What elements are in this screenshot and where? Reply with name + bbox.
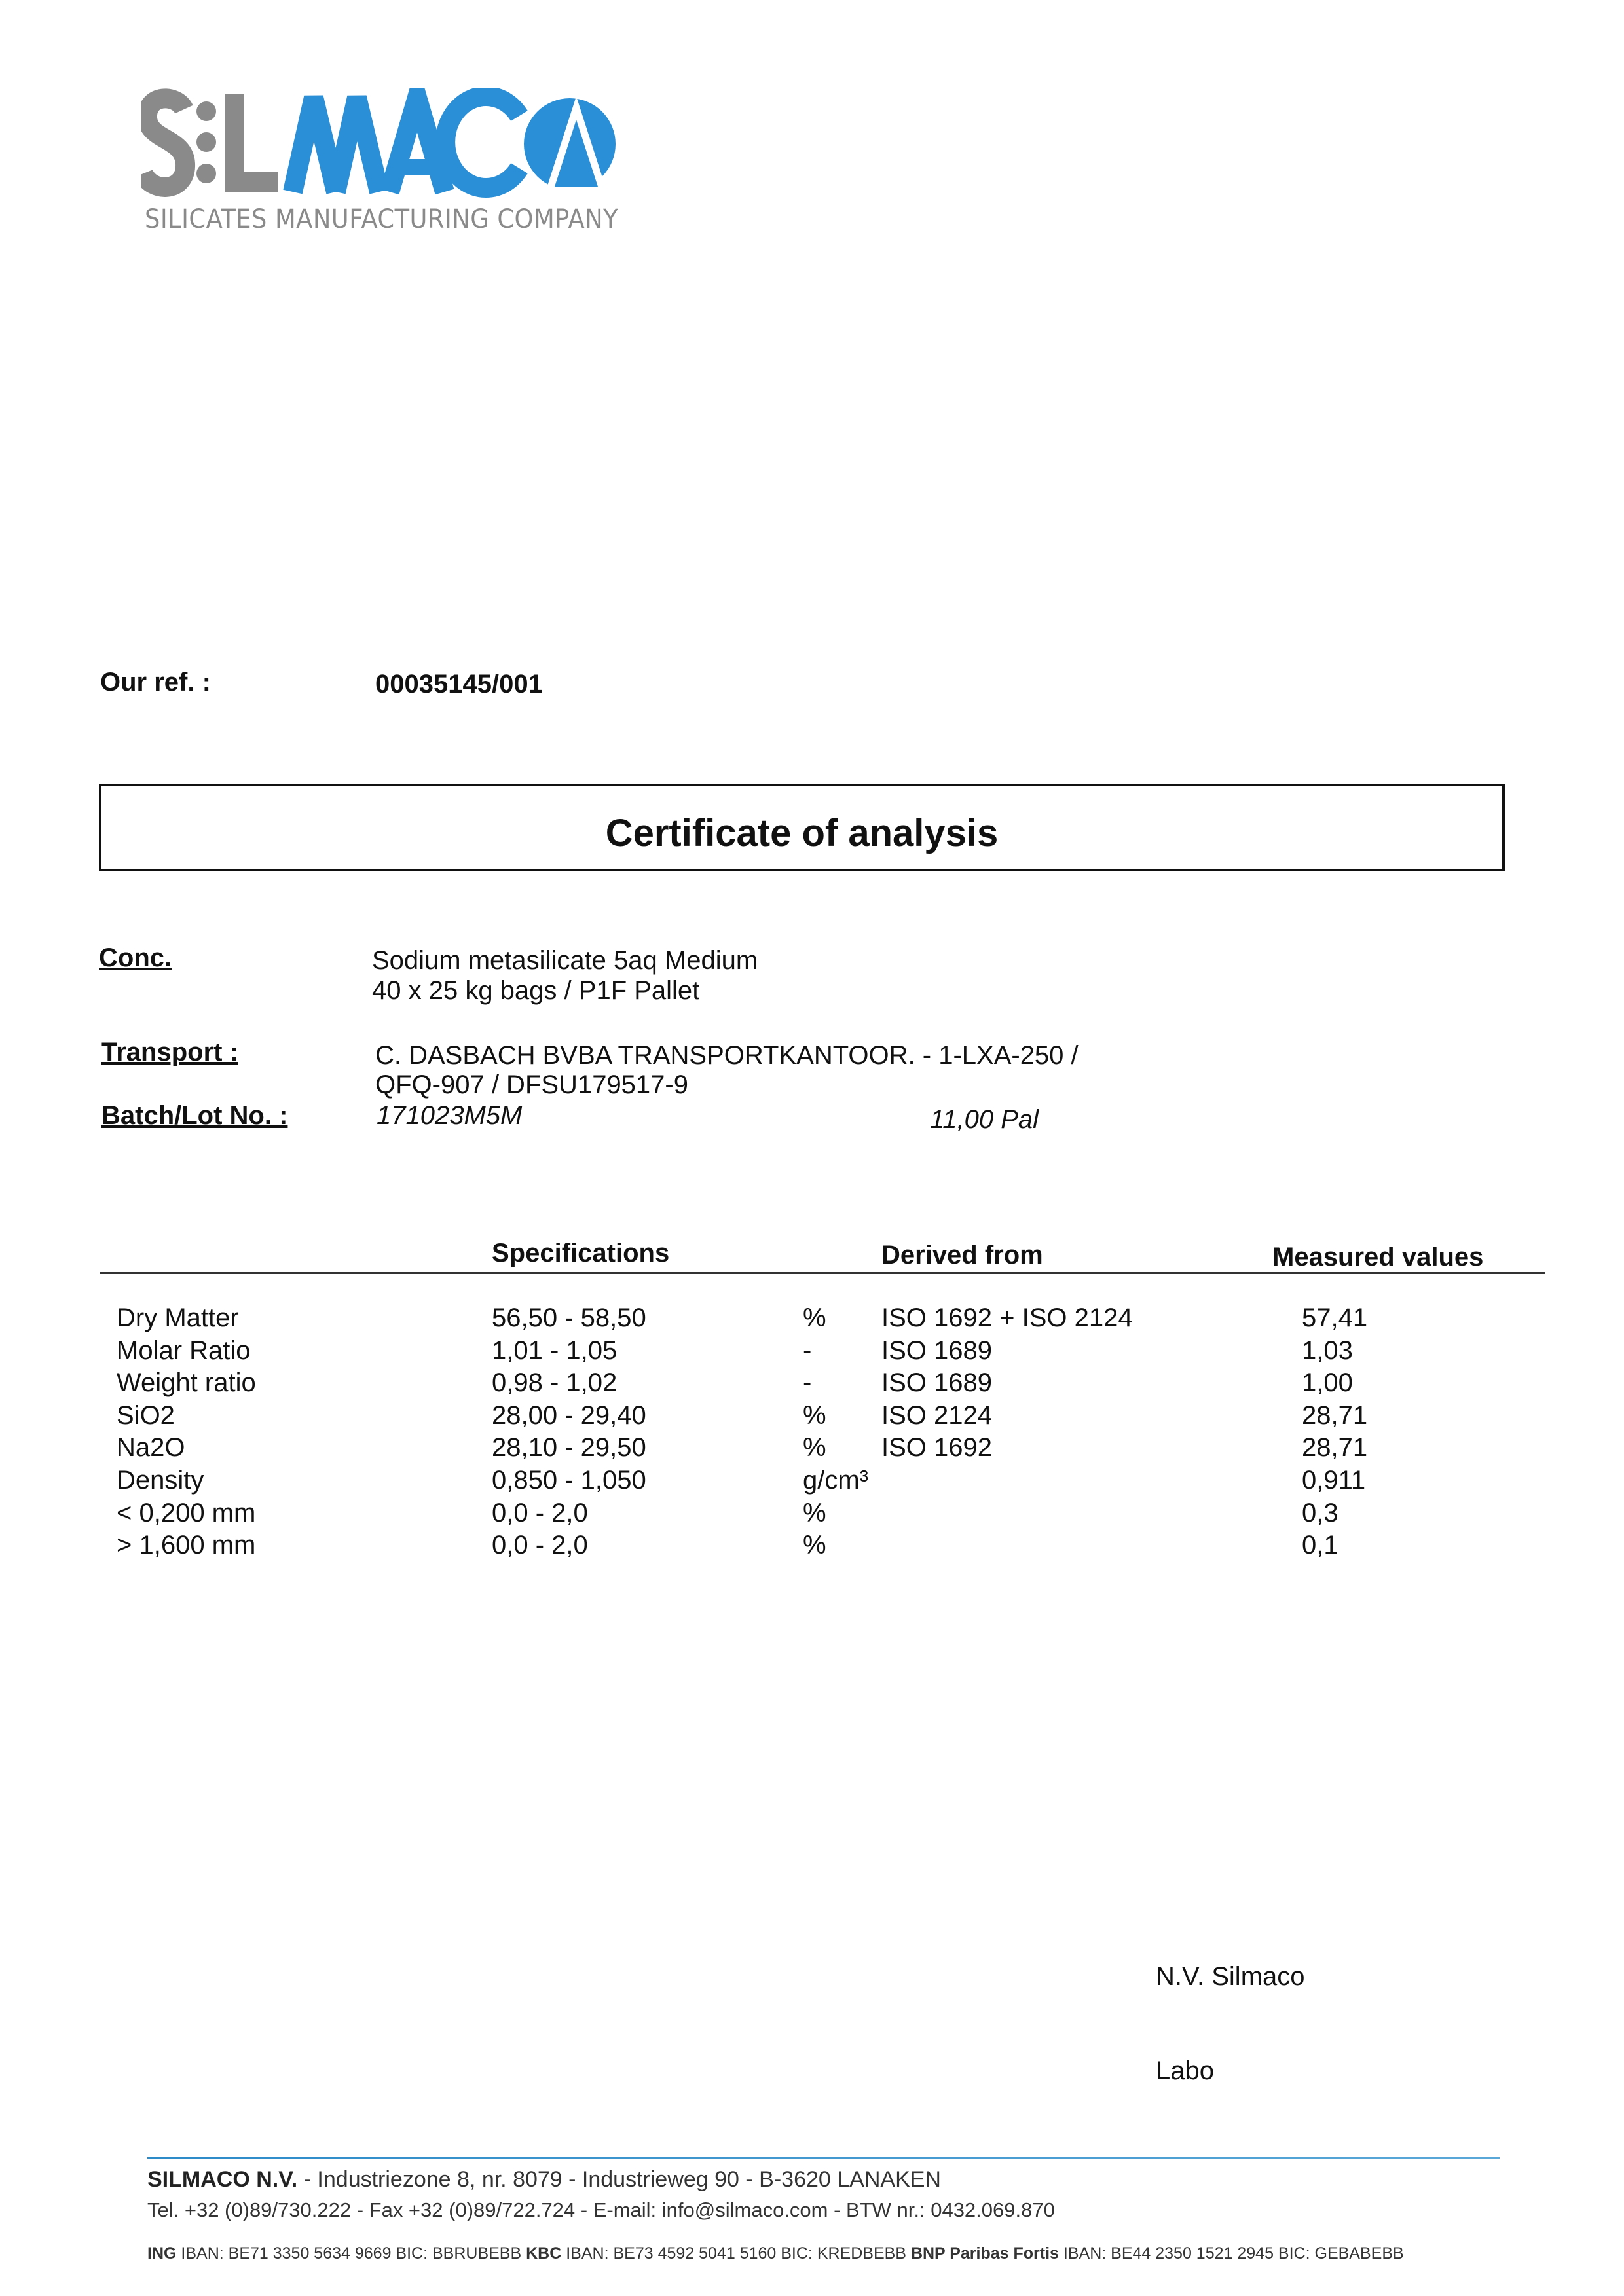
product-packaging: 40 x 25 kg bags / P1F Pallet — [372, 976, 700, 1005]
row-name: Density — [117, 1466, 204, 1495]
row-derived-from: ISO 2124 — [881, 1400, 993, 1430]
row-measured-value: 57,41 — [1302, 1303, 1368, 1332]
table-row — [0, 1305, 1624, 1338]
footer-contact: Tel. +32 (0)89/730.222 - Fax +32 (0)89/722.724 - E-mail: info@silmaco.com - BTW nr.: 0432.069.870 — [147, 2198, 1055, 2221]
row-spec: 0,98 - 1,02 — [492, 1368, 618, 1398]
row-spec: 28,10 - 29,50 — [492, 1433, 646, 1463]
row-derived-from: ISO 1692 — [881, 1433, 993, 1463]
row-measured-value: 1,00 — [1302, 1368, 1353, 1398]
row-unit: g/cm³ — [803, 1466, 868, 1495]
row-measured-value: 1,03 — [1302, 1336, 1353, 1365]
signature-department: Labo — [1156, 2056, 1214, 2085]
row-spec: 56,50 - 58,50 — [492, 1303, 646, 1332]
row-spec: 1,01 - 1,05 — [492, 1336, 618, 1365]
row-unit: % — [803, 1498, 826, 1527]
footer-address-line — [147, 2168, 941, 2191]
bank-details: IBAN: BE71 3350 5634 9669 BIC: BBRUBEBB — [176, 2244, 526, 2263]
batch-quantity: 11,00 Pal — [930, 1105, 1039, 1134]
row-name: < 0,200 mm — [117, 1498, 256, 1527]
table-row — [0, 1338, 1624, 1370]
product-name: Sodium metasilicate 5aq Medium — [372, 946, 758, 975]
table-row — [0, 1434, 1624, 1467]
bank-name: KBC — [526, 2244, 562, 2263]
row-derived-from: ISO 1689 — [881, 1368, 993, 1398]
row-unit: % — [803, 1400, 826, 1430]
header-measured-values: Measured values — [1272, 1243, 1484, 1271]
row-spec: 0,0 - 2,0 — [492, 1498, 588, 1527]
row-derived-from: ISO 1692 + ISO 2124 — [881, 1303, 1133, 1332]
row-name: Weight ratio — [117, 1368, 256, 1398]
table-row — [0, 1500, 1624, 1533]
table-row — [0, 1402, 1624, 1435]
row-name: Molar Ratio — [117, 1336, 251, 1365]
bank-name: BNP Paribas Fortis — [910, 2244, 1059, 2263]
footer-banks — [147, 2246, 1404, 2262]
footer-rule — [147, 2157, 1500, 2159]
bank-details: IBAN: BE73 4592 5041 5160 BIC: KREDBEBB — [561, 2244, 911, 2263]
conc-label: Conc. — [99, 943, 172, 972]
certificate-title-box — [99, 784, 1505, 871]
table-row — [0, 1467, 1624, 1500]
row-unit: - — [803, 1368, 812, 1398]
row-name: Na2O — [117, 1433, 185, 1463]
table-header-rule — [100, 1272, 1545, 1274]
transport-line2: QFQ-907 / DFSU179517-9 — [375, 1070, 688, 1099]
row-measured-value: 28,71 — [1302, 1433, 1368, 1463]
logo-tagline: SILICATES MANUFACTURING COMPANY — [145, 204, 619, 234]
row-unit: % — [803, 1303, 826, 1332]
row-unit: % — [803, 1433, 826, 1463]
header-specifications: Specifications — [492, 1239, 670, 1267]
row-measured-value: 0,1 — [1302, 1531, 1338, 1560]
transport-line1: C. DASBACH BVBA TRANSPORTKANTOOR. - 1-LXA-250 / — [375, 1041, 1079, 1070]
row-spec: 28,00 - 29,40 — [492, 1400, 646, 1430]
row-measured-value: 0,911 — [1302, 1466, 1366, 1495]
signature-company: N.V. Silmaco — [1156, 1962, 1305, 1991]
transport-label: Transport : — [101, 1038, 238, 1066]
row-name: Dry Matter — [117, 1303, 239, 1332]
row-derived-from: ISO 1689 — [881, 1336, 993, 1365]
our-ref-label: Our ref. : — [100, 668, 211, 697]
bank-details: IBAN: BE44 2350 1521 2945 BIC: GEBABEBB — [1058, 2244, 1404, 2263]
row-measured-value: 28,71 — [1302, 1400, 1368, 1430]
footer-address: - Industriezone 8, nr. 8079 - Industrieweg 90 - B-3620 LANAKEN — [297, 2167, 941, 2192]
batch-label: Batch/Lot No. : — [101, 1101, 288, 1130]
silmaco-logo — [141, 88, 625, 239]
footer-company: SILMACO N.V. — [147, 2167, 298, 2192]
row-unit: - — [803, 1336, 812, 1365]
table-row — [0, 1370, 1624, 1402]
row-unit: % — [803, 1531, 826, 1560]
row-measured-value: 0,3 — [1302, 1498, 1338, 1527]
row-spec: 0,0 - 2,0 — [492, 1531, 588, 1560]
bank-name: ING — [147, 2244, 177, 2263]
header-derived-from: Derived from — [881, 1241, 1043, 1269]
certificate-title: Certificate of analysis — [605, 812, 999, 854]
batch-value: 171023M5M — [377, 1101, 523, 1130]
our-ref-value: 00035145/001 — [375, 670, 543, 699]
table-row — [0, 1532, 1624, 1565]
row-name: SiO2 — [117, 1400, 175, 1430]
logo-wordmark — [141, 88, 625, 200]
row-spec: 0,850 - 1,050 — [492, 1466, 646, 1495]
row-name: > 1,600 mm — [117, 1531, 256, 1560]
